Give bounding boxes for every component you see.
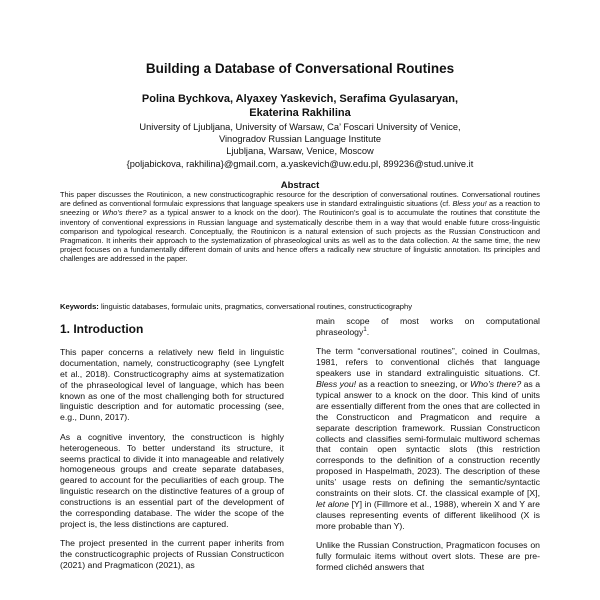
body-paragraph: The project presented in the current paper inherits from the constructicographic projects of Russian Constructicon (2021) and Pragmaticon (2021), as	[60, 538, 284, 571]
abstract-example: Bless you!	[452, 199, 487, 209]
paper-title: Building a Database of Conversational Routines	[145, 61, 455, 76]
left-column	[60, 318, 284, 580]
abstract-heading: Abstract	[280, 180, 320, 191]
body-paragraph: Unlike the Russian Construction, Pragmaticon focuses on fully formulaic items without overt slots. These are pre-formed clichéd answers that	[316, 540, 540, 573]
keywords	[60, 302, 540, 312]
text-run: main scope of most works on computational phraseology	[316, 316, 540, 337]
author-emails: {poljabickova, rakhilina}@gmail.com, a.yaskevich@uw.edu.pl, 899236@stud.unive.it	[126, 158, 474, 169]
body-paragraph: As a cognitive inventory, the constructicon is highly heterogeneous. To better understand its structure, it seems practical to divide it into manageable and relatively homogeneous groups and create separate databases, geared to account for the peculiarities of each group. The linguistic research on the distinctive features of a group of constructions is an essential part of the development of the corresponding database. The wider the scope of the project is, the less distinctions are captured.	[60, 431, 284, 529]
abstract-example: Who’s there?	[102, 208, 147, 218]
affiliation-line-1: University of Ljubljana, University of Warsaw, Ca’ Foscari University of Venice,	[139, 122, 461, 132]
abstract-part: This paper discusses the Routinicon, a new constructicographic resource for the description of conversational routines. Conversational routines are defined as conventional formulaic expressions that language speakers use in standard extralinguistic situations (cf.	[60, 190, 540, 209]
abstract-part: as a typical answer to a knock on the door). The Routinicon’s goal is to accumulate the routines that constitute the inventory of conventional expressions in Russian language and systematically describe them in a way that would enable future cross-linguistic comparison and typological research. Conceptually, the Routinicon is a natural extension of such projects as the Russian Constructicon and Pragmaticon. It inherits their approach to the systematization of phraseological units as well as to the data collection. At the same time, the new project focuses on a fundamentally different domain of units and hence offers a radically new structure of linguistic annotation. Its principles and challenges are addressed in the paper.	[60, 208, 540, 264]
right-column	[316, 316, 540, 581]
body-paragraph	[316, 316, 540, 338]
text-run: The term “conversational routines”, coined in Coulmas, 1981, refers to conventional clichés that language speakers use in standard extralinguistic situations. Cf.	[316, 346, 540, 379]
keywords-label: Keywords:	[60, 302, 99, 311]
section-heading-introduction: 1. Introduction	[60, 322, 144, 336]
affiliations	[60, 121, 540, 170]
footnote-marker[interactable]: 1	[363, 327, 367, 334]
text-run: [Y] in (Fillmore et al., 1988), wherein X and Y are clauses representing events of different likelihood (X is more probable than Y).	[316, 499, 540, 531]
keywords-list: linguistic databases, formulaic units, pragmatics, conversational routines, constructicography	[98, 302, 413, 311]
text-run: as a typical answer to a knock on the door. This kind of units are essentially different from the ones that are collected in the Constructicon and Pragmaticon and require a separate description framework. Russian Constructicon collects and classifies semi-formulaic multiword schemas that contain open syntactic slots (this restriction corresponds to the definition of a construction recently proposed in Haspelmath, 2023). The description of these units’ usage rests on defining the semantic/syntactic constraints on their slots. Cf. the classical example of [X],	[316, 379, 541, 499]
example-phrase: Who’s there?	[470, 379, 522, 390]
abstract-part: as a reaction to sneezing or	[60, 199, 540, 218]
affiliation-line-2: Vinogradov Russian Language Institute	[218, 134, 382, 145]
author-list	[60, 92, 540, 120]
example-phrase: Bless you!	[316, 379, 357, 390]
text-run: as a reaction to sneezing, or	[356, 379, 471, 390]
affiliation-line-3: Ljubljana, Warsaw, Venice, Moscow	[226, 146, 374, 157]
body-paragraph: This paper concerns a relatively new field in linguistic documentation, namely, constructicography (see Lyngfelt et al., 2018). Constructicography aims at systematization of the phraseological level of language, which has been known as one of the most challenging both for structured linguistic description and for automatic processing (see, e.g., Dunn, 2017).	[60, 346, 284, 423]
body-paragraph	[316, 346, 540, 531]
example-phrase: let alone	[316, 499, 349, 509]
authors-line-1: Polina Bychkova, Alyaxey Yaskevich, Serafima Gyulasaryan,	[141, 93, 459, 105]
abstract-text	[60, 190, 540, 264]
text-run: .	[366, 326, 370, 337]
authors-line-2: Ekaterina Rakhilina	[249, 107, 351, 119]
